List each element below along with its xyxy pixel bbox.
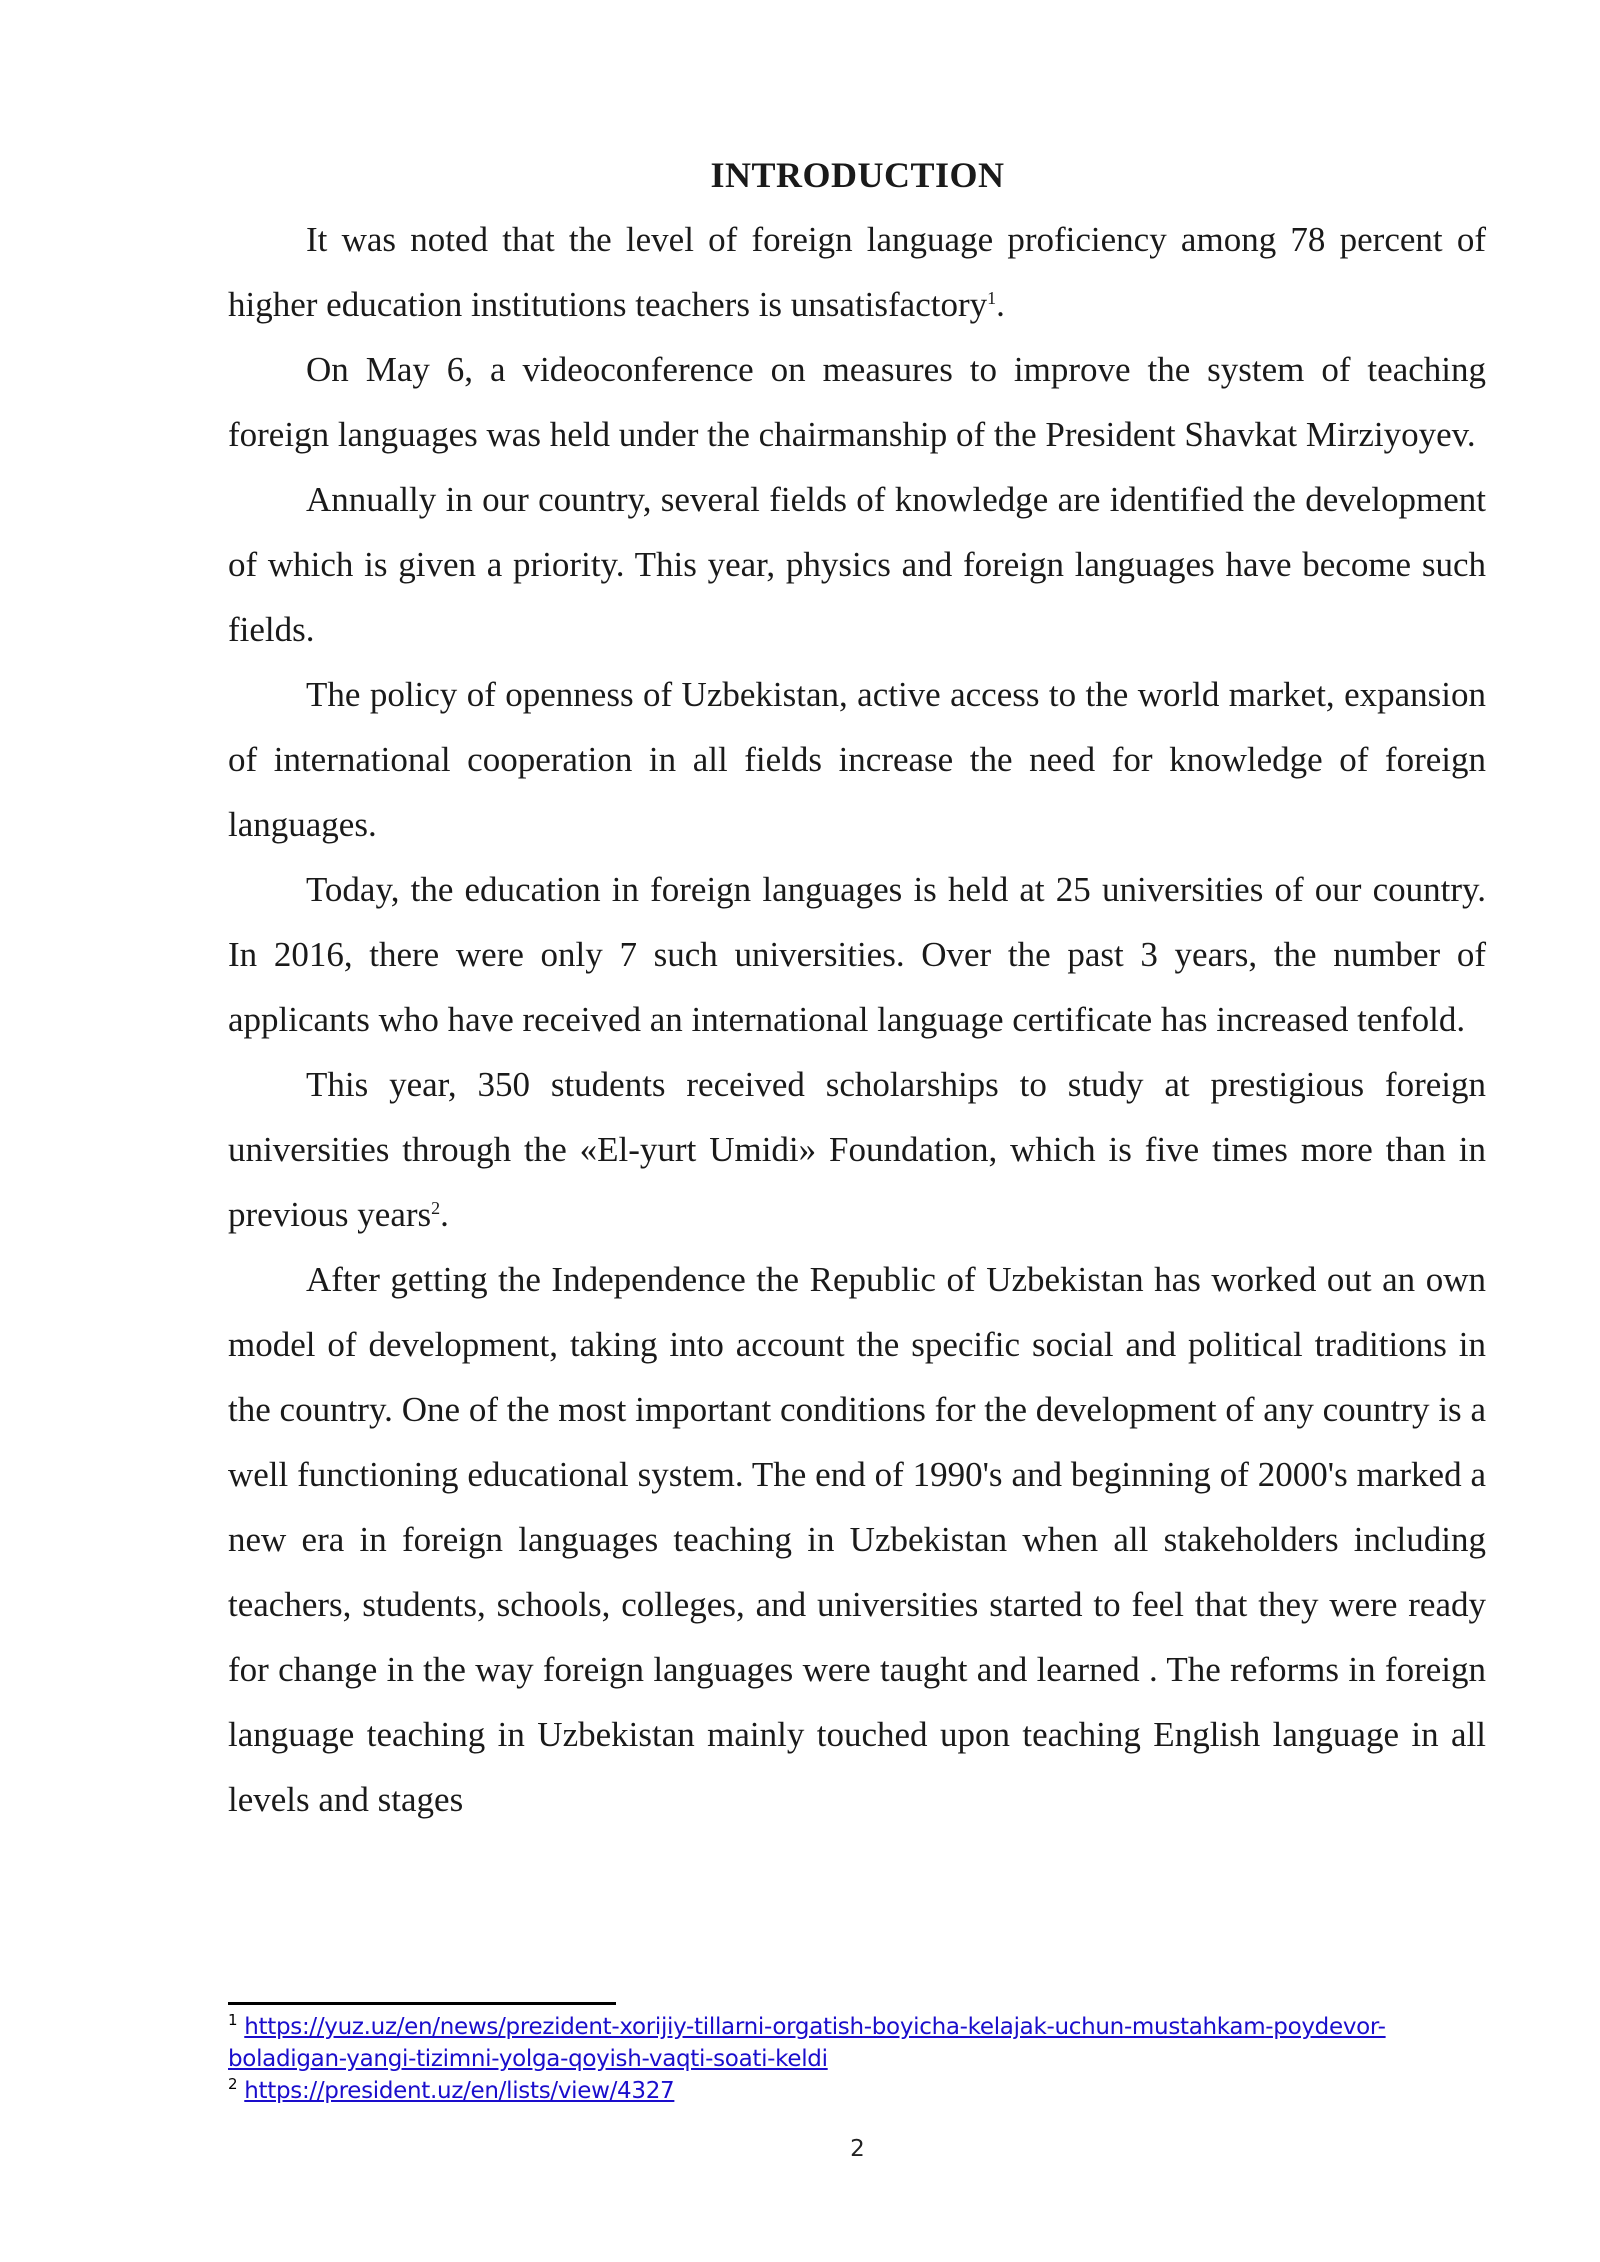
paragraph: Today, the education in foreign languages is held at 25 universities of our country. In 2016, there were only 7 such universities. Over the past 3 years, the number of applicants who have received an international language certificate has increased tenfold. [228,870,1486,1039]
page-number: 2 [850,2136,865,2162]
paragraph: This year, 350 students received scholarships to study at prestigious foreign universities through the «El-yurt Umidi» Foundation, which is five times more than in previous years$^2$. [228,1065,1486,1234]
footnote-number: 1 [228,2011,238,2029]
footnote-link[interactable]: https://president.uz/en/lists/view/4327 [244,2078,675,2104]
footnote-ref[interactable]: 1 [987,288,997,308]
footnote [228,2011,1478,2075]
paragraph: The policy of openness of Uzbekistan, active access to the world market, expansion of international cooperation in all fields increase the need for knowledge of foreign languages. [228,675,1486,844]
paragraph: It was noted that the level of foreign language proficiency among 78 percent of higher education institutions teachers is unsatisfactory$^1$. [228,220,1486,324]
page-heading: INTRODUCTION [710,155,1005,195]
paragraph: After getting the Independence the Republic of Uzbekistan has worked out an own model of development, taking into account the specific social and political traditions in the country. One of the most important conditions for the development of any country is a well functioning educational system. The end of 1990's and beginning of 2000's marked a new era in foreign languages teaching in Uzbekistan when all stakeholders including teachers, students, schools, colleges, and universities started to feel that they were ready for change in the way foreign languages were taught and learned . The reforms in foreign language teaching in Uzbekistan mainly touched upon teaching English language in all levels and stages [228,1260,1486,1819]
footnote-ref[interactable]: 2 [431,1198,441,1218]
footnote-separator [228,2002,616,2005]
footnote-link[interactable]: https://yuz.uz/en/news/prezident-xorijiy-tillarni-orgatish-boyicha-kelajak-uchun-mustahkam-poydevor-boladigan-yangi-tizimni-yolga-qoyish-vaqti-soati-keldi [228,2014,1386,2072]
paragraph: On May 6, a videoconference on measures to improve the system of teaching foreign languages was held under the chairmanship of the President Shavkat Mirziyoyev. [228,350,1486,454]
footnote [228,2075,1478,2107]
footnote-number: 2 [228,2075,238,2093]
body-text [228,207,1486,1832]
footnotes [228,2011,1478,2107]
paragraph: Annually in our country, several fields of knowledge are identified the development of which is given a priority. This year, physics and foreign languages have become such fields. [228,480,1486,649]
